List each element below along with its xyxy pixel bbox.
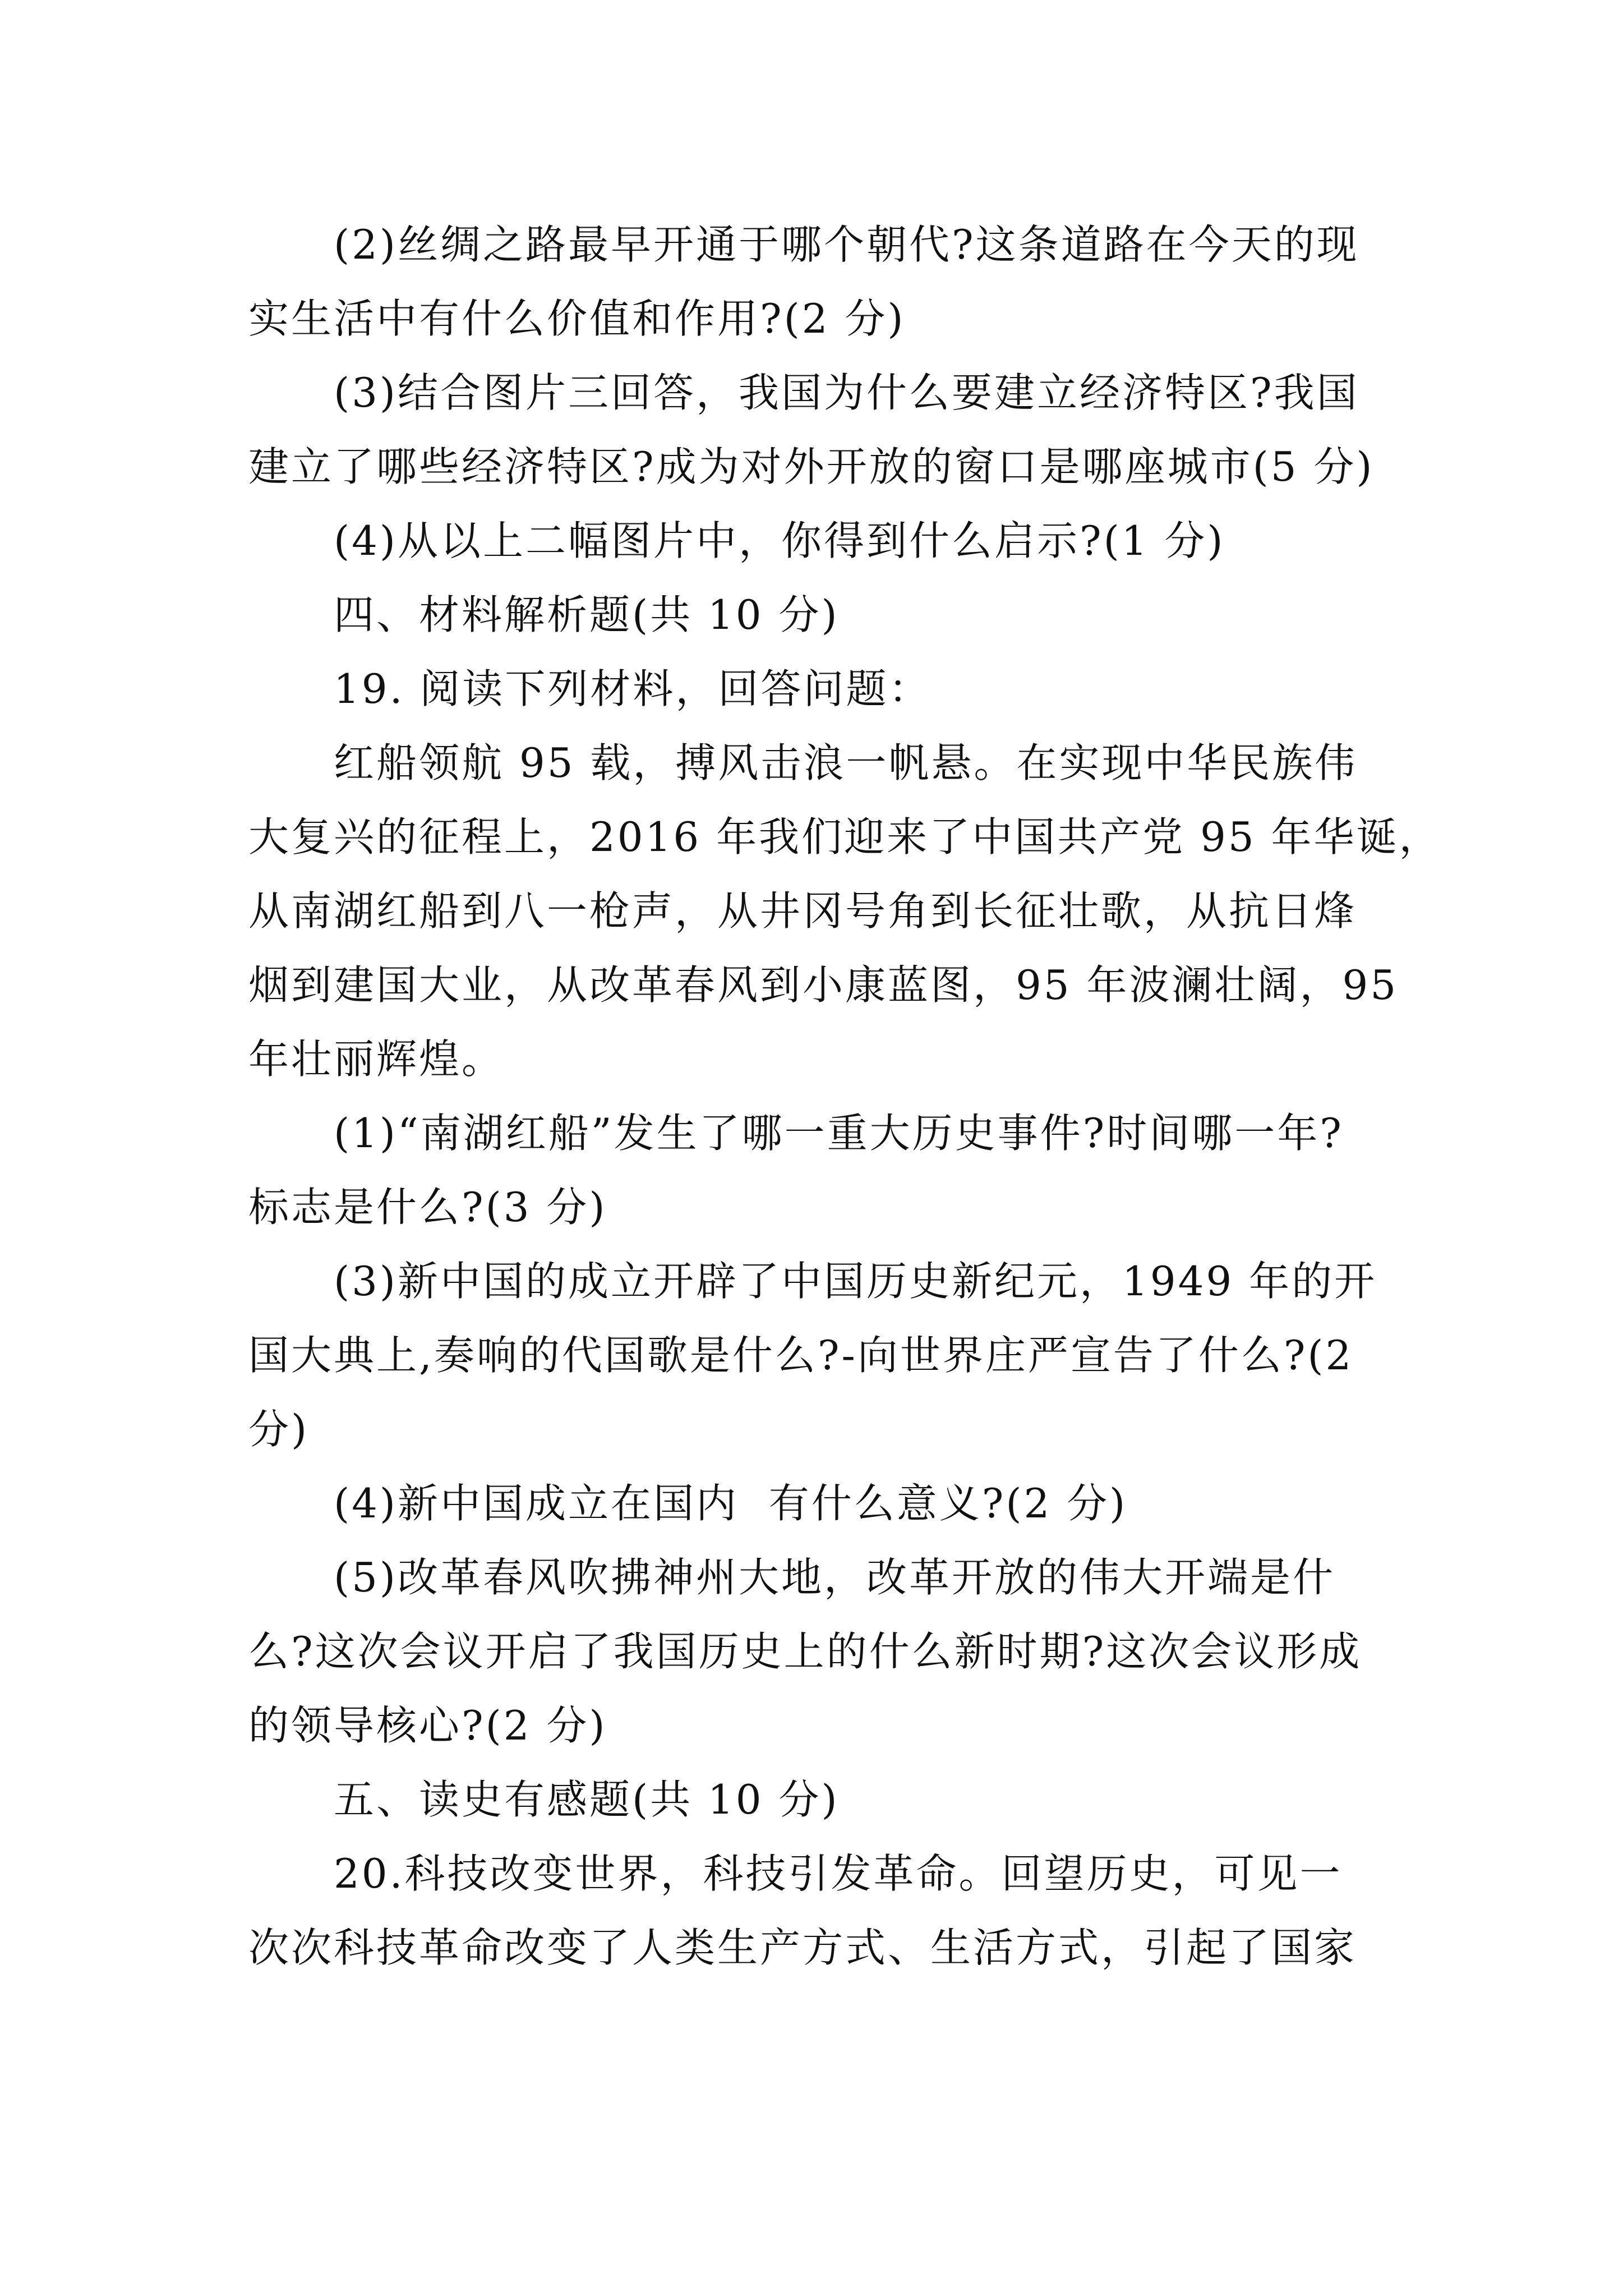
question-heading: 19. 阅读下列材料，回答问题： — [334, 665, 932, 712]
section-heading: 四、材料解析题(共 10 分) — [334, 591, 840, 638]
text-line: 大复兴的征程上，2016 年我们迎来了中国共产党 95 年华诞， — [248, 813, 1442, 861]
text-line: 次次科技革命改变了人类生产方式、生活方式，引起了国家 — [248, 1924, 1357, 1971]
text-line: 烟到建国大业，从改革春风到小康蓝图，95 年波澜壮阔，95 — [248, 961, 1399, 1009]
text-line: (5)改革春风吹拂神州大地，改革开放的伟大开端是什 — [334, 1554, 1335, 1601]
text-line: 分) — [248, 1406, 310, 1453]
text-line: 的领导核心?(2 分) — [248, 1702, 607, 1749]
text-line: 从南湖红船到八一枪声，从井冈号角到长征壮歌，从抗日烽 — [248, 887, 1357, 935]
text-line: (2)丝绸之路最早开通于哪个朝代?这条道路在今天的现 — [334, 221, 1359, 268]
text-line: (3)新中国的成立开辟了中国历史新纪元，1949 年的开 — [334, 1258, 1377, 1305]
text-line: (4)从以上二幅图片中，你得到什么启示?(1 分) — [334, 517, 1225, 564]
text-line: (3)结合图片三回答，我国为什么要建立经济特区?我国 — [334, 369, 1359, 416]
text-line: (4)新中国成立在国内 有什么意义?(2 分) — [334, 1480, 1128, 1527]
text-line: 标志是什么?(3 分) — [248, 1184, 607, 1231]
section-heading: 五、读史有感题(共 10 分) — [334, 1776, 840, 1823]
text-line: 红船领航 95 载，搏风击浪一帆悬。在实现中华民族伟 — [334, 739, 1358, 786]
text-line: 20.科技改变世界，科技引发革命。回望历史，可见一 — [334, 1850, 1343, 1897]
text-line: 国大典上,奏响的代国歌是什么?-向世界庄严宣告了什么?(2 — [248, 1332, 1354, 1379]
text-line: 实生活中有什么价值和作用?(2 分) — [248, 295, 906, 342]
text-line: (1)“南湖红船”发生了哪一重大历史事件?时间哪一年? — [334, 1110, 1344, 1157]
text-line: 么?这次会议开启了我国历史上的什么新时期?这次会议形成 — [248, 1628, 1362, 1675]
text-line: 年壮丽辉煌。 — [248, 1036, 505, 1083]
text-line: 建立了哪些经济特区?成为对外开放的窗口是哪座城市(5 分) — [248, 443, 1375, 490]
